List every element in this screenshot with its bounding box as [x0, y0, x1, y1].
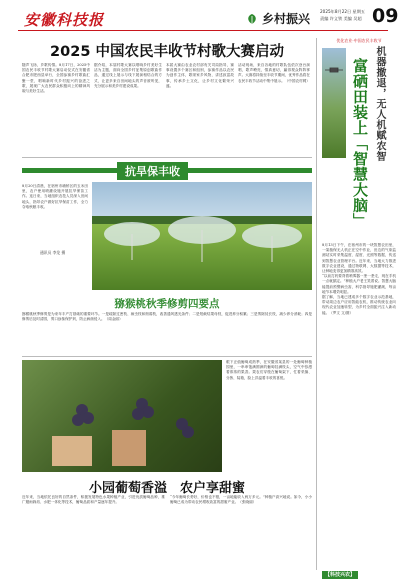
- paper-name: 安徽科技报: [24, 11, 105, 29]
- banner: [22, 162, 312, 178]
- editor-line: 责编 许义铁 美编 吴超: [320, 16, 362, 21]
- leaf-icon: [246, 10, 258, 22]
- lead-col-1: 随声飞扬，乡歌传情。8月17日，2025中国农民丰收节村歌大赛启动仪式在安徽省合肥市肥西县举行，全国参赛乡村歌曲汇聚一堂，唱响新时代乡村振兴的奋进之歌，展现广大农民群众积极向上的精神风貌与美好生活。: [22, 63, 90, 94]
- drone-photo: [322, 48, 346, 158]
- section-title: 乡村振兴: [262, 12, 311, 26]
- bottom-headline: 小园葡萄香溢 农户享甜蜜: [88, 481, 245, 496]
- field-photo: [92, 182, 312, 290]
- right-headline-1: 机器撤退，无人机赋农智: [374, 46, 385, 162]
- lead-divider: [22, 157, 312, 158]
- lead-headline: 2025 中国农民丰收节村歌大赛启动: [50, 44, 284, 60]
- date-line: 2025年8月22日 星期五: [320, 9, 366, 14]
- sprinkler-mist: [92, 182, 312, 290]
- right-body: 8月13日下午，在宿州市的一块智慧农田里，一架植保无人机正在空中作业，田边的气象监测站实时采集温度、湿度、光照等数据，传送到智慧农业管理平台。近年来，当地大力推进数字农业建设，通过物联网、大数据等技术，让种地变得更加精准高效。 “以前打药要背着喷雾器一垄一垄走，现在手机一点就搞定。”种植大户老王笑着说。智慧大脑能提前预警病虫害，科学指导施肥灌溉，每亩地节本增效明显。 据了解，当地已建成多个数字农业示范基地，带动周边农户应用智能农机，推动传统农业向现代农业加速转型，为乡村全面振兴注入新动能。（罗文 文/图）: [322, 243, 396, 315]
- footer-tag-text: 【科技兴农】: [322, 571, 358, 579]
- middle-body: 猕猴桃秋季修剪是为来年丰产打基础的重要环节。一是疏除过密枝、病虫枝和细弱枝，改善通风透光条件；二是短截结果母枝，促进养分积累；三是剪除徒长枝，减少养分消耗；四是修剪后及时清园，剪口涂抹保护剂，防止病菌侵入。（周金丽）: [22, 312, 312, 322]
- photo-credit: 通讯员 李龙 摄: [40, 250, 66, 255]
- right-kicker: 优化农业·中国农民丰收节: [336, 38, 382, 43]
- lead-col-2: 据介绍，本届村歌大赛以唱响乡村美好生活为主题，面向全国乡村征集原创歌曲作品，通过线上展示与线下展演相结合的方式，让更多来自田间地头的声音被听见，充分展示和美乡村建设成果。: [94, 63, 162, 88]
- bottom-col-3: “今年葡萄长势好，价格也不错，一亩地能收入两万多元。”种植户高兴地说。如今，小小葡萄已成为带动农民增收致富的甜蜜产业。（张晓丽）: [170, 495, 312, 505]
- grape-photo: [22, 360, 222, 472]
- right-headline-2: 富硒田装上「智慧大脑」: [351, 58, 369, 229]
- lead-col-3: 本届大赛由农业农村部有关司局指导，赛事设置多个赛区和组别，参赛作品以农民为创作主体，歌颂家乡风物，讲述致富故事，传承乡土文化，让乡村文化繁荣兴盛。: [166, 63, 234, 88]
- bottom-col-2: 近年来，当地依托良好的自然条件，积极发展特色水果种植产业，引进优质葡萄品种，推广避雨栽培、水肥一体化等技术，葡萄品质和产量逐年提升。: [22, 495, 165, 505]
- column-rule: [316, 38, 317, 570]
- masthead-rule: [18, 30, 388, 31]
- masthead: [0, 0, 402, 34]
- banner-title: 抗旱保丰收: [117, 162, 188, 180]
- photo-caption: 8月20日清晨，在宿州市埇桥区的玉米田里，农户使用喷灌设施开展抗旱保苗工作。连日来，当地组织农技人员深入田间地头，指导农户做好抗旱保苗工作，全力夺取秋粮丰收。: [22, 184, 88, 209]
- page-number: 09: [372, 5, 399, 27]
- lead-col-4: 活动现场，来自各地的村歌队伍依次登台演唱，歌声嘹亮，情真意切，赢得观众阵阵掌声。大赛将持续至丰收节期间，优秀作品将在农民丰收节活动中集中展示。（中国农村网）: [238, 63, 310, 83]
- middle-divider: [22, 356, 312, 357]
- right-footer-tag: [322, 561, 358, 580]
- bottom-col-1: 眼下正值葡萄成熟季，在安徽省某县的一处葡萄种植园里，一串串饱满圆润的葡萄挂满枝头，空气中弥漫着浓浓的果香。果农们穿梭在葡萄架下，忙着采摘、分拣、装箱，脸上洋溢着丰收的喜悦。: [226, 360, 312, 380]
- middle-headline: 猕猴桃秋季修剪四要点: [114, 298, 220, 310]
